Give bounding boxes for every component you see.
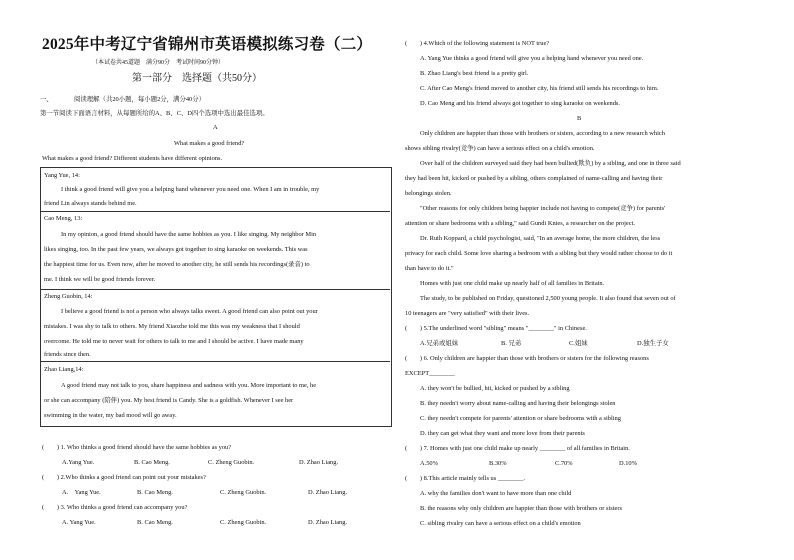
question-6-stem: ( ) 6. Only children are happier than those with brothers or sisters for the following reasons bbox=[405, 355, 649, 362]
entry-name: Cao Meng, 13: bbox=[44, 215, 83, 222]
question-6-stem-cont: EXCEPT________ bbox=[405, 370, 455, 377]
option[interactable]: B. Zhao Liang's best friend is a pretty girl. bbox=[420, 70, 529, 77]
entry-line: friends since then. bbox=[44, 351, 91, 358]
entry-line: me. I think we will be good friends forever. bbox=[44, 276, 156, 283]
passage-b-line: 10 teenagers are "very satisfied" with their lives. bbox=[405, 310, 530, 317]
option[interactable]: A.Yang Yue. bbox=[62, 459, 95, 466]
box-divider bbox=[40, 211, 390, 212]
exam-title: 2025年中考辽宁省锦州市英语模拟练习卷（二） bbox=[42, 36, 373, 53]
part1-header: 第一部分 选择题（共50分） bbox=[132, 73, 262, 84]
entry-line: I think a good friend will give you a helping hand whenever you need one. When I am in trouble, my bbox=[61, 186, 320, 193]
opinions-box bbox=[40, 167, 392, 427]
option[interactable]: D. they can get what they want and more love from their parents bbox=[420, 430, 585, 437]
entry-line: friend Lin always stands behind me. bbox=[44, 200, 137, 207]
option[interactable]: A. Yang Yue. bbox=[62, 489, 101, 496]
entry-name: Zheng Guobin, 14: bbox=[44, 293, 93, 300]
entry-line: overcome. He told me to never wait for others to talk to me and I should be active. I have made many bbox=[44, 338, 304, 345]
option[interactable]: C. Zheng Guobin. bbox=[220, 519, 267, 526]
option[interactable]: C. they needn't compete for parents' attention or share bedrooms with a sibling bbox=[420, 415, 621, 422]
option[interactable]: B. Cao Meng. bbox=[137, 489, 173, 496]
option[interactable]: D. Zhao Liang. bbox=[308, 489, 348, 496]
exam-note: （本试卷共45道题 满分90分 考试时间90分钟） bbox=[92, 60, 225, 66]
option[interactable]: D.10% bbox=[619, 460, 637, 467]
option[interactable]: B. they needn't worry about name-calling and having their belongings stolen bbox=[420, 400, 616, 407]
question-8-stem: ( ) 8.This article mainly tells us ________. bbox=[405, 475, 525, 482]
option[interactable]: C. Zheng Guobin. bbox=[208, 459, 255, 466]
passage-b-line: privacy for each child. Some love sharing a bedroom with a sibling but they would rather choose to do it bbox=[405, 250, 673, 257]
passage-b-line: Only children are happier than those with brothers or sisters, according to a new research which bbox=[420, 130, 665, 137]
passage-a-title: What makes a good friend? bbox=[174, 140, 245, 147]
entry-line: swimming in the water, my bad mood will go away. bbox=[44, 412, 177, 419]
passage-b-line: they had been hit, kicked or pushed by a sibling, others complained of name-calling and having their bbox=[405, 175, 663, 182]
passage-b-line: attention or share bedrooms with a sibling," said Gundi Knies, a researcher on the project. bbox=[405, 220, 635, 227]
option[interactable]: C. Zheng Guobin. bbox=[220, 489, 267, 496]
entry-line: In my opinion, a good friend should have the same hobbies as you. I like singing. My neighbor Min bbox=[61, 231, 317, 238]
option[interactable]: A. Yang Yue. bbox=[62, 519, 96, 526]
box-divider bbox=[40, 289, 390, 290]
passage-b-line: than have to do it." bbox=[405, 265, 454, 272]
passage-b-line: The study, to be published on Friday, questioned 2,500 young people. It also found that seven out of bbox=[420, 295, 676, 302]
option[interactable]: B. Cao Meng. bbox=[134, 459, 170, 466]
entry-line: I believe a good friend is not a person who always talks sweet. A good friend can also point out your bbox=[61, 308, 318, 315]
passage-b-line: Dr. Ruth Koppard, a child psychologist, said, "In an average home, the more children, the less bbox=[420, 235, 661, 242]
entry-line: or she can accompany (陪伴) you. My best friend is Candy. She is a goldfish. Whenever I see her bbox=[44, 397, 294, 404]
question-5-stem: ( ) 5.The underlined word "sibling" means "________" in Chinese. bbox=[405, 325, 587, 332]
entry-line: mistakes. I was shy to talk to others. My friend Xiaozhe told me this was my weakness that I should bbox=[44, 323, 300, 330]
section1-label: 一、 bbox=[40, 96, 53, 103]
option[interactable]: C. sibling rivalry can have a serious effect on a child's emotion bbox=[420, 520, 581, 527]
entry-name: Yang Yue, 14: bbox=[44, 172, 80, 179]
section1-instruction: 第一节阅读下面语言材料，从每题所给的A、B、C、D四个选项中选出最佳选项。 bbox=[40, 110, 269, 117]
option[interactable]: A. Yang Yue thinks a good friend will give you a helping hand whenever you need one. bbox=[420, 55, 644, 62]
question-4-stem: ( ) 4.Which of the following statement is NOT true? bbox=[405, 40, 550, 47]
passage-b-line: Over half of the children surveyed said they had been bullied(欺负) by a sibling, and one in three said bbox=[420, 160, 681, 167]
option[interactable]: D. Cao Meng and his friend always got together to sing karaoke on weekends. bbox=[420, 100, 621, 107]
box-divider bbox=[40, 361, 390, 362]
section1-title: 阅读理解（共20小题，每小题2分，满分40分） bbox=[74, 96, 206, 103]
question-7-stem: ( ) 7. Homes with just one child make up nearly ________ of all families in Britain. bbox=[405, 445, 630, 452]
option[interactable]: D.独生子女 bbox=[637, 340, 669, 347]
option[interactable]: B. Cao Meng. bbox=[137, 519, 173, 526]
passage-b-label: B bbox=[577, 115, 582, 122]
question-1-stem: ( ) 1. Who thinks a good friend should have the same hobbies as you? bbox=[42, 444, 232, 451]
option[interactable]: B.30% bbox=[489, 460, 507, 467]
option[interactable]: D. Zhao Liang. bbox=[299, 459, 339, 466]
option[interactable]: D. Zhao Liang. bbox=[308, 519, 348, 526]
entry-line: likes singing, too. In the past few years, we always got together to sing karaoke on weekends. This was bbox=[44, 246, 308, 253]
option[interactable]: A.50% bbox=[420, 460, 438, 467]
option[interactable]: C. After Cao Meng's friend moved to another city, his friend still sends his recordings to him. bbox=[420, 85, 659, 92]
passage-a-label: A bbox=[213, 124, 218, 131]
entry-name: Zhao Liang,14: bbox=[44, 366, 84, 373]
entry-line: A good friend may not talk to you, share happiness and sadness with you. More important to me, he bbox=[61, 382, 317, 389]
question-2-stem: ( ) 2.Who thinks a good friend can point out your mistakes? bbox=[42, 474, 206, 481]
passage-b-line: belongings stolen. bbox=[405, 190, 452, 197]
question-3-stem: ( ) 3. Who thinks a good friend can accompany you? bbox=[42, 504, 188, 511]
passage-a-intro: What makes a good friend? Different students have different opinions. bbox=[42, 155, 223, 162]
option[interactable]: B. 兄弟 bbox=[501, 340, 522, 347]
passage-b-line: shows sibling rivalry(竞争) can have a serious effect on a child's emotion. bbox=[405, 145, 595, 152]
entry-line: the happiest time for us. Even now, after he moved to another city, he still sends his recordings(录音) to bbox=[44, 261, 310, 268]
option[interactable]: A.兄弟或姐妹 bbox=[420, 340, 459, 347]
option[interactable]: C.70% bbox=[555, 460, 573, 467]
option[interactable]: A. they won't be bullied, hit, kicked or pushed by a sibling bbox=[420, 385, 570, 392]
passage-b-line: "Other reasons for only children being happier include not having to compete(竞争) for parents' bbox=[420, 205, 666, 212]
option[interactable]: C.姐妹 bbox=[569, 340, 588, 347]
option[interactable]: A. why the families don't want to have more than one child bbox=[420, 490, 572, 497]
option[interactable]: B. the reasons why only children are happier than those with brothers or sisters bbox=[420, 505, 622, 512]
passage-b-line: Homes with just one child make up nearly half of all families in Britain. bbox=[420, 280, 605, 287]
